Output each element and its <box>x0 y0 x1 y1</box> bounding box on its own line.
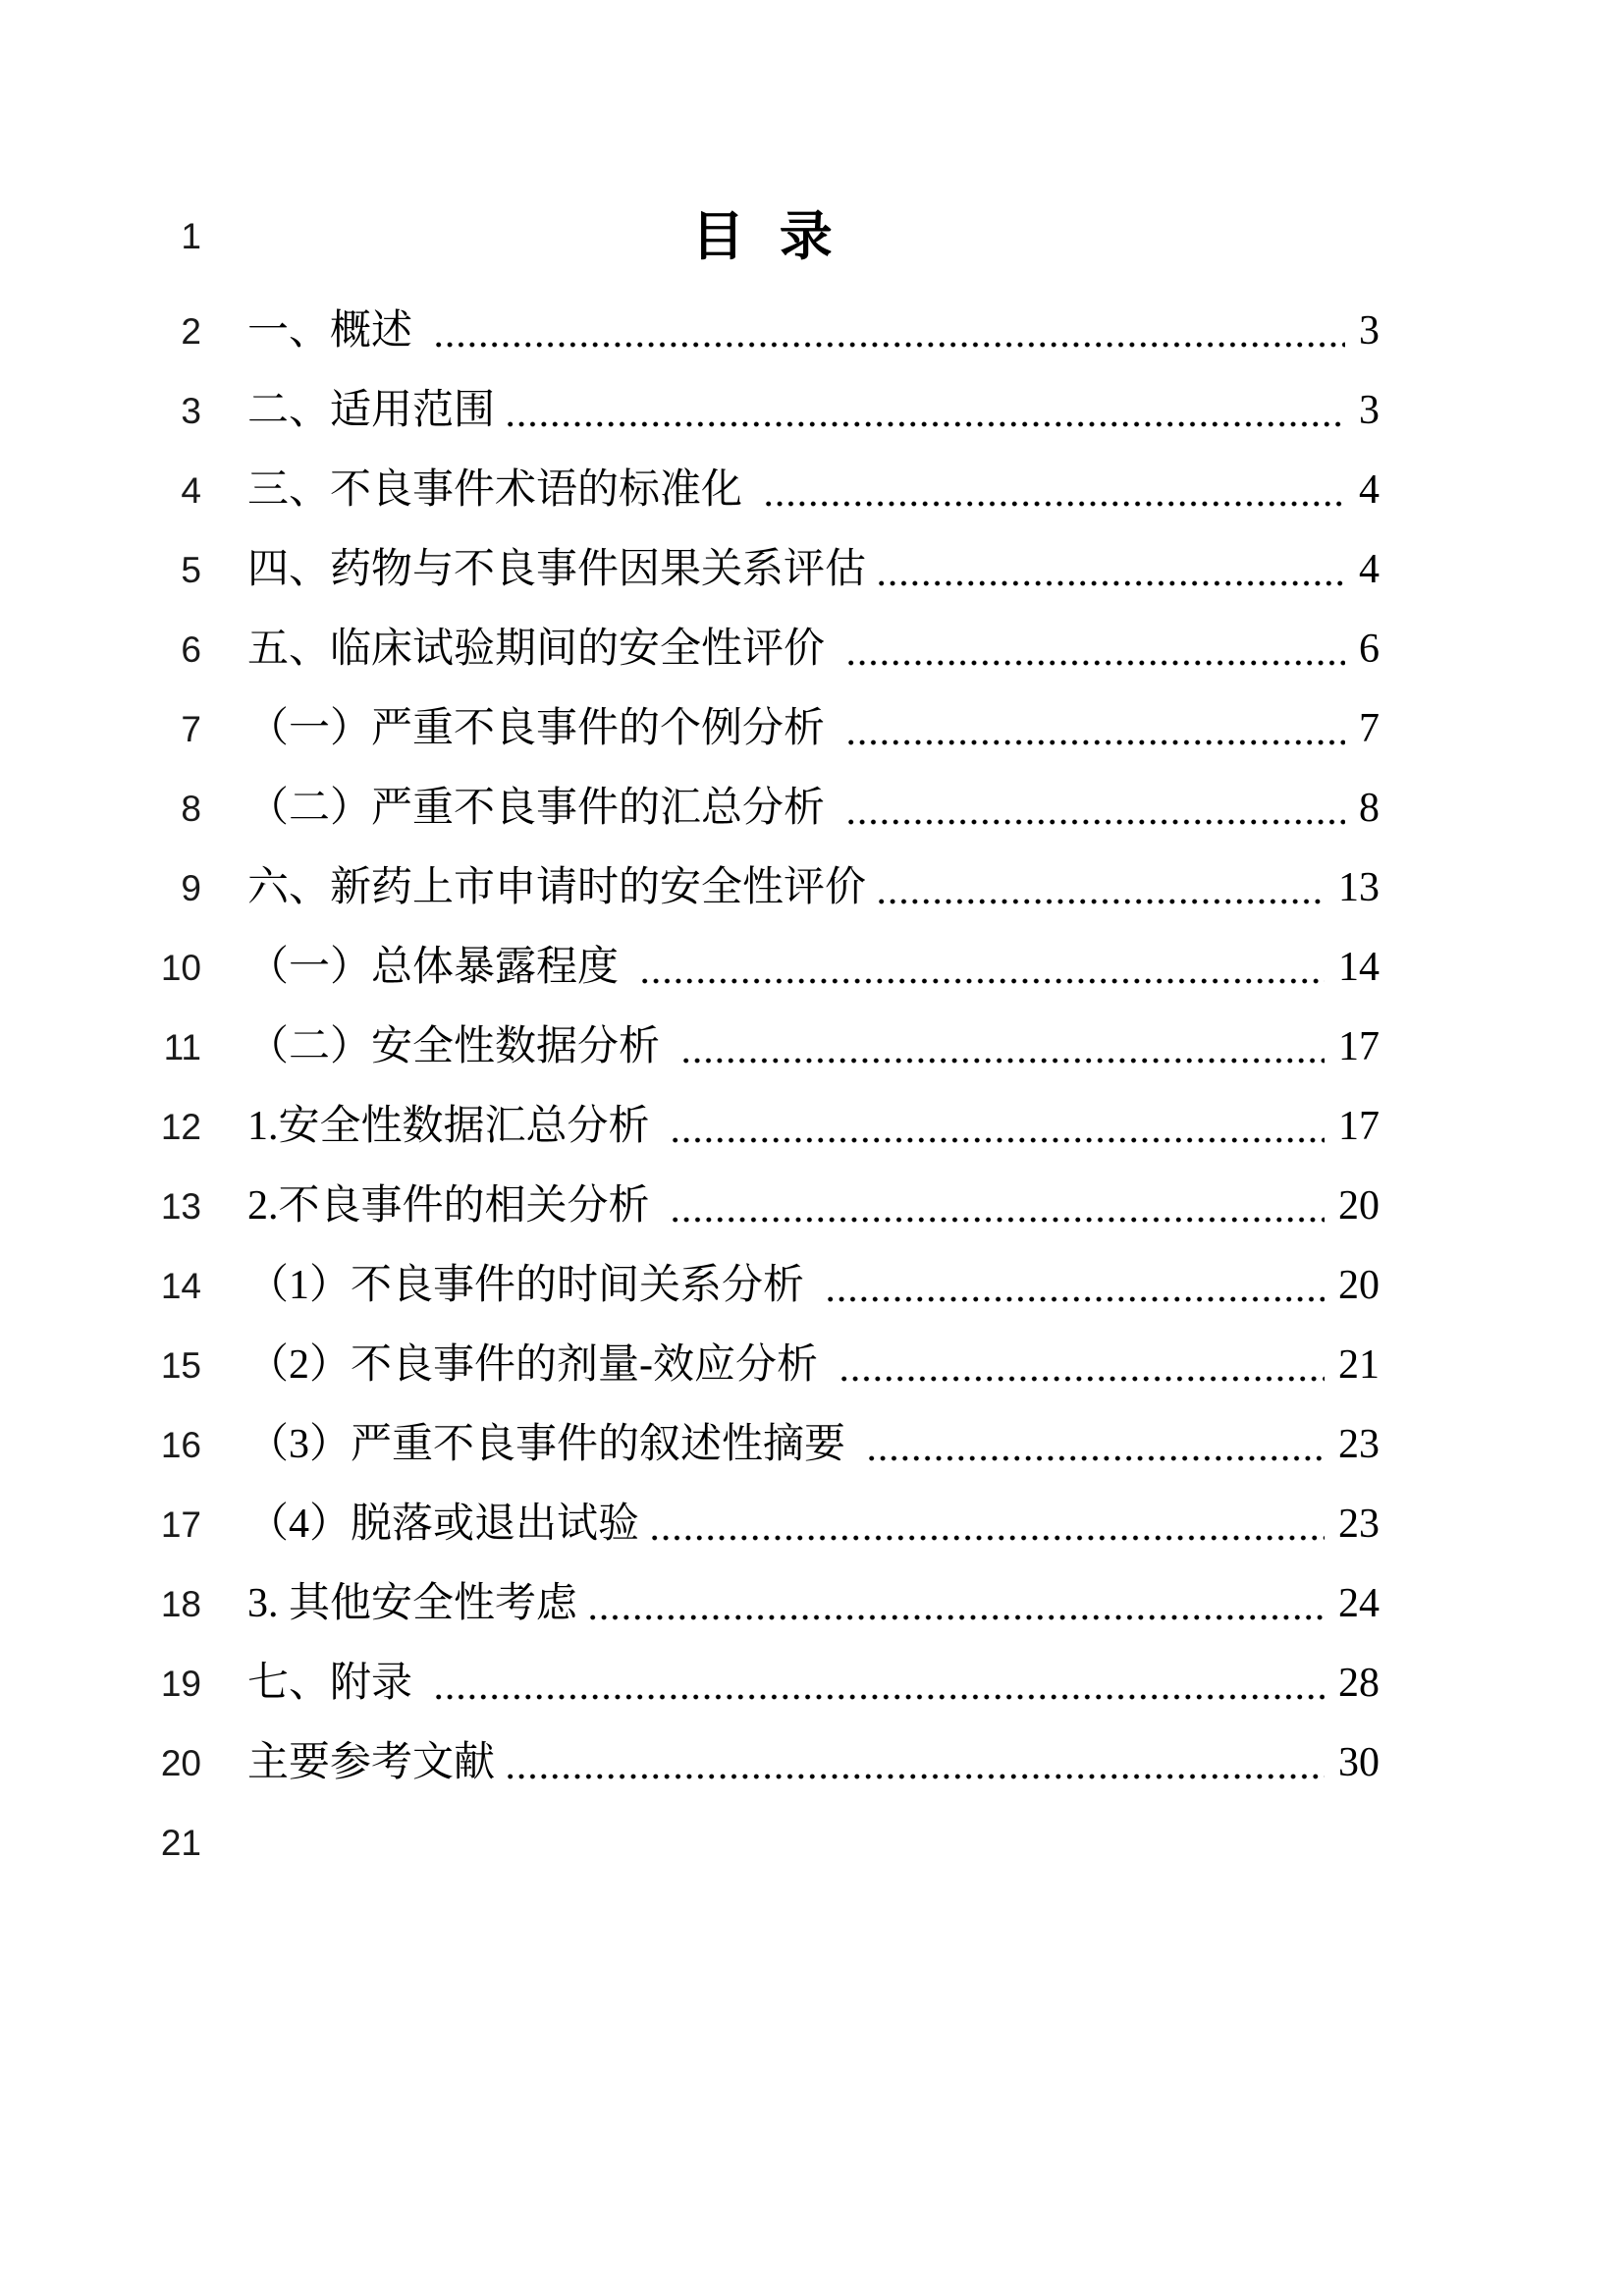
line-number: 8 <box>181 789 201 829</box>
toc-row[interactable] <box>76 1087 1380 1167</box>
dot-leader <box>505 371 1345 451</box>
toc-row[interactable] <box>76 1644 1380 1723</box>
toc-entry-label: 四、药物与不良事件因果关系评估 <box>247 547 867 592</box>
line-number: 16 <box>160 1425 201 1465</box>
toc-page-number: 3 <box>1359 388 1380 433</box>
toc-row[interactable] <box>76 1405 1380 1485</box>
dot-leader <box>649 1485 1325 1564</box>
toc-entry-label: （2）不良事件的剂量-效应分析 <box>247 1342 829 1388</box>
toc-entry-label: （1）不良事件的时间关系分析 <box>247 1263 815 1308</box>
toc-page-number: 4 <box>1359 547 1380 592</box>
toc-entry-label: 七、附录 <box>247 1661 423 1706</box>
toc-row[interactable] <box>76 1564 1380 1644</box>
dot-leader <box>866 1405 1325 1485</box>
toc-page-number: 8 <box>1359 786 1380 831</box>
line-number: 6 <box>181 629 201 670</box>
toc-row[interactable] <box>76 848 1380 928</box>
toc-entry-label: （一）严重不良事件的个例分析 <box>247 706 836 751</box>
line-number: 20 <box>160 1743 201 1783</box>
line-number: 14 <box>160 1266 201 1306</box>
line-number: 13 <box>160 1186 201 1227</box>
toc-row[interactable] <box>76 371 1380 451</box>
line-number: 7 <box>181 709 201 749</box>
dot-leader <box>763 451 1345 530</box>
toc-entry-label: 五、临床试验期间的安全性评价 <box>247 627 836 672</box>
toc-row[interactable] <box>76 1485 1380 1564</box>
toc-row[interactable] <box>76 1723 1380 1803</box>
toc-entry-label: 2.不良事件的相关分析 <box>247 1183 661 1229</box>
line-number: 19 <box>160 1664 201 1704</box>
toc-page-number: 13 <box>1338 865 1380 910</box>
line-number: 1 <box>181 216 201 256</box>
dot-leader <box>670 1167 1325 1246</box>
line-number: 9 <box>181 868 201 908</box>
dot-leader <box>680 1008 1325 1087</box>
toc-row[interactable] <box>76 451 1380 530</box>
toc-page-number: 20 <box>1338 1263 1380 1308</box>
toc-page-number: 23 <box>1338 1502 1380 1547</box>
toc-row[interactable] <box>76 530 1380 610</box>
line-number: 11 <box>163 1027 201 1067</box>
line-number: 10 <box>160 948 201 988</box>
dot-leader <box>845 610 1345 689</box>
toc-row[interactable] <box>76 292 1380 371</box>
dot-leader <box>825 1246 1325 1326</box>
line-number: 4 <box>181 470 201 511</box>
toc-entry-label: 一、概述 <box>247 308 423 354</box>
toc-page-number: 24 <box>1338 1581 1380 1626</box>
toc-page-number: 17 <box>1338 1024 1380 1069</box>
toc-page-number: 20 <box>1338 1183 1380 1229</box>
toc-row[interactable] <box>76 769 1380 848</box>
line-number: 12 <box>160 1107 201 1147</box>
line-number: 17 <box>160 1504 201 1545</box>
line-number: 15 <box>160 1345 201 1386</box>
toc-entry-label: 主要参考文献 <box>247 1740 496 1785</box>
toc-entry-label: 3. 其他安全性考虑 <box>247 1581 578 1626</box>
dot-leader <box>876 530 1345 610</box>
toc-page-number: 6 <box>1359 627 1380 672</box>
line-number: 2 <box>181 311 201 352</box>
toc-row[interactable] <box>76 689 1380 769</box>
toc-page-number: 28 <box>1338 1661 1380 1706</box>
toc-row[interactable] <box>76 928 1380 1008</box>
dot-leader <box>433 292 1345 371</box>
toc-row[interactable] <box>76 1008 1380 1087</box>
toc-page-number: 7 <box>1359 706 1380 751</box>
toc-page-number: 14 <box>1338 945 1380 990</box>
toc-page-number: 30 <box>1338 1740 1380 1785</box>
toc-entry-label: （一）总体暴露程度 <box>247 945 629 990</box>
line-number: 5 <box>181 550 201 590</box>
toc-entry-label: （二）严重不良事件的汇总分析 <box>247 786 836 831</box>
trailing-line-row <box>76 1803 1380 1883</box>
line-number: 18 <box>160 1584 201 1624</box>
dot-leader <box>845 689 1345 769</box>
toc-page-number: 4 <box>1359 467 1380 513</box>
toc-title-row <box>76 182 1380 292</box>
dot-leader <box>505 1723 1325 1803</box>
toc-page-number: 21 <box>1338 1342 1380 1388</box>
dot-leader <box>639 928 1325 1008</box>
toc-page-number: 17 <box>1338 1104 1380 1149</box>
toc-entry-label: 二、适用范围 <box>247 388 496 433</box>
dot-leader <box>587 1564 1325 1644</box>
toc-row[interactable] <box>76 1326 1380 1405</box>
line-number: 3 <box>181 391 201 431</box>
toc-row[interactable] <box>76 610 1380 689</box>
page-title: 目 录 <box>691 207 835 266</box>
toc-entry-label: 三、不良事件术语的标准化 <box>247 467 753 513</box>
toc-entry-label: （4）脱落或退出试验 <box>247 1502 640 1547</box>
dot-leader <box>433 1644 1325 1723</box>
toc-page-number: 23 <box>1338 1422 1380 1467</box>
toc-entry-label: 六、新药上市申请时的安全性评价 <box>247 865 867 910</box>
toc-entry-label: （3）严重不良事件的叙述性摘要 <box>247 1422 856 1467</box>
dot-leader <box>845 769 1345 848</box>
toc-page-number: 3 <box>1359 308 1380 354</box>
dot-leader <box>839 1326 1326 1405</box>
dot-leader <box>670 1087 1325 1167</box>
toc-row[interactable] <box>76 1167 1380 1246</box>
toc-entry-label: （二）安全性数据分析 <box>247 1024 671 1069</box>
toc-entry-label: 1.安全性数据汇总分析 <box>247 1104 661 1149</box>
dot-leader <box>876 848 1325 928</box>
line-number: 21 <box>160 1823 201 1863</box>
toc-row[interactable] <box>76 1246 1380 1326</box>
